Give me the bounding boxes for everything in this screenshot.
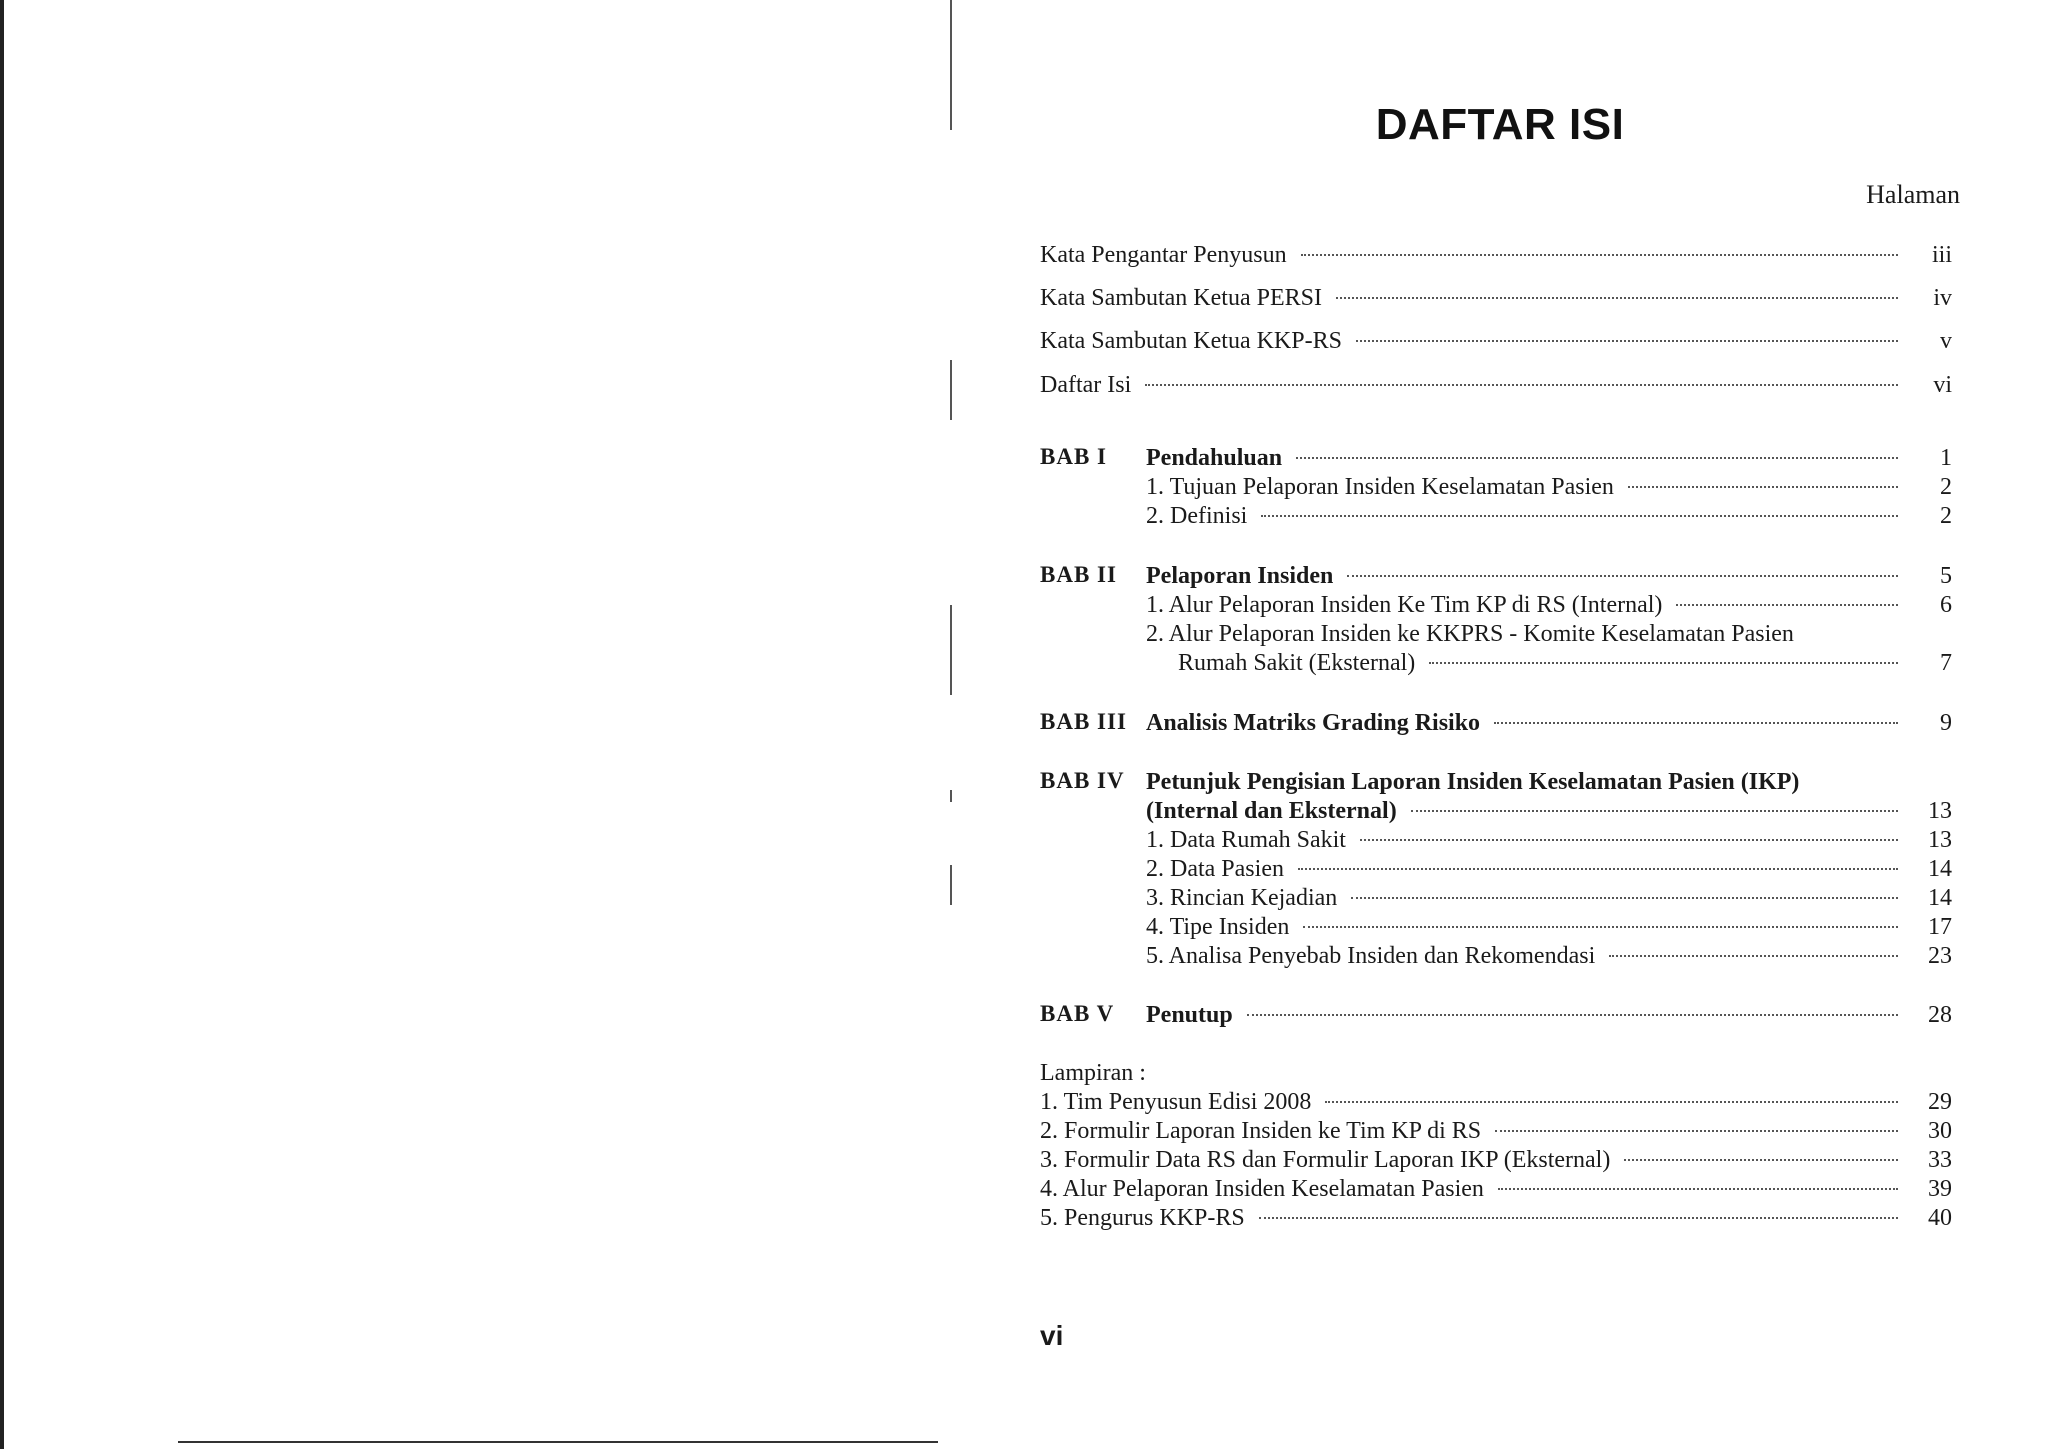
toc-entry <box>1146 912 1952 942</box>
toc-page-number: 29 <box>1928 1089 1952 1115</box>
page-title: DAFTAR ISI <box>1375 100 1625 149</box>
dot-leader <box>1624 1159 1898 1161</box>
dot-leader <box>1628 486 1898 488</box>
page-number: vi <box>1040 1320 1064 1351</box>
toc-entry <box>1146 883 1952 913</box>
halaman-label: Halaman <box>1866 180 1960 209</box>
toc-entry <box>1178 648 1952 678</box>
toc-label: 3. Formulir Data RS dan Formulir Laporan IKP (Eksternal) <box>1040 1147 1611 1173</box>
toc-label: 2. Definisi <box>1146 503 1248 529</box>
chapter-label: BAB II <box>1040 562 1117 587</box>
lampiran-entry <box>1040 1116 1952 1146</box>
chapter-entry <box>1146 796 1952 826</box>
toc-page-number: 14 <box>1928 856 1952 882</box>
chapter-title: Analisis Matriks Grading Risiko <box>1146 710 1481 736</box>
toc-entry <box>1146 501 1952 531</box>
toc-entry <box>1146 825 1952 855</box>
dot-leader <box>1351 897 1898 899</box>
dot-leader <box>1347 575 1898 577</box>
lampiran-entry <box>1040 1174 1952 1204</box>
chapter-entry <box>1146 708 1952 738</box>
toc-page-number: vi <box>1933 372 1952 398</box>
gutter-line-3 <box>950 605 952 695</box>
toc-page-number: 39 <box>1928 1176 1952 1202</box>
toc-label: Kata Sambutan Ketua PERSI <box>1040 285 1322 311</box>
chapter-label: BAB III <box>1040 709 1127 734</box>
dot-leader <box>1301 254 1898 256</box>
toc-page-number: 1 <box>1940 445 1952 471</box>
gutter-line-1 <box>950 0 952 130</box>
toc-label-continued: Rumah Sakit (Eksternal) <box>1178 650 1416 676</box>
toc-page-number: 23 <box>1928 943 1952 969</box>
dot-leader <box>1360 839 1898 841</box>
chapter-title-continued: (Internal dan Eksternal) <box>1146 798 1397 824</box>
dot-leader <box>1261 515 1898 517</box>
toc-page-number: 40 <box>1928 1205 1952 1231</box>
dot-leader <box>1498 1188 1898 1190</box>
dot-leader <box>1296 457 1898 459</box>
toc-entry <box>1040 240 1952 270</box>
toc-entry <box>1146 854 1952 884</box>
toc-label: 1. Tim Penyusun Edisi 2008 <box>1040 1089 1312 1115</box>
toc-label: 1. Alur Pelaporan Insiden Ke Tim KP di RS (Internal) <box>1146 592 1663 618</box>
toc-page-number: 2 <box>1940 474 1952 500</box>
dot-leader <box>1145 384 1898 386</box>
dot-leader <box>1259 1217 1898 1219</box>
gutter-line-5 <box>950 865 952 905</box>
toc-label: 5. Pengurus KKP-RS <box>1040 1205 1245 1231</box>
dot-leader <box>1303 926 1898 928</box>
toc-entry <box>1146 590 1952 620</box>
toc-label: 5. Analisa Penyebab Insiden dan Rekomendasi <box>1146 943 1596 969</box>
toc-label: Daftar Isi <box>1040 372 1132 398</box>
chapter-title: Penutup <box>1146 1002 1233 1028</box>
toc-entry <box>1040 283 1952 313</box>
toc-entry <box>1146 941 1952 971</box>
lampiran-entry <box>1040 1145 1952 1175</box>
toc-page-number: 2 <box>1940 503 1952 529</box>
dot-leader <box>1411 810 1898 812</box>
toc-entry <box>1040 326 1952 356</box>
toc-label: Kata Pengantar Penyusun <box>1040 242 1287 268</box>
toc-page-number: iii <box>1931 242 1952 268</box>
dot-leader <box>1676 604 1898 606</box>
gutter-line-2 <box>950 360 952 420</box>
lampiran-entry <box>1040 1203 1952 1233</box>
toc-page-number: 6 <box>1940 592 1952 618</box>
toc-entry <box>1040 370 1952 400</box>
toc-entry <box>1146 472 1952 502</box>
dot-leader <box>1429 662 1898 664</box>
chapter-label: BAB V <box>1040 1001 1115 1026</box>
toc-label: 1. Tujuan Pelaporan Insiden Keselamatan Pasien <box>1146 474 1614 500</box>
chapter-entry <box>1146 1000 1952 1030</box>
toc-page-number: 13 <box>1928 798 1952 824</box>
toc-page-number: 7 <box>1940 650 1952 676</box>
toc-page-number: 13 <box>1928 827 1952 853</box>
toc-page-number: 5 <box>1940 563 1952 589</box>
toc-page-number: 33 <box>1928 1147 1952 1173</box>
toc-page-number: 30 <box>1928 1118 1952 1144</box>
chapter-entry <box>1146 443 1952 473</box>
toc-page-number: 28 <box>1928 1002 1952 1028</box>
toc-page-number: 9 <box>1940 710 1952 736</box>
dot-leader <box>1356 340 1898 342</box>
toc-page <box>1040 0 1960 1449</box>
chapter-label: BAB IV <box>1040 768 1125 793</box>
toc-page-number: 17 <box>1928 914 1952 940</box>
dot-leader <box>1494 722 1898 724</box>
chapter-title: Petunjuk Pengisian Laporan Insiden Keselamatan Pasien (IKP) <box>1146 769 1800 795</box>
chapter-title: Pendahuluan <box>1146 445 1283 471</box>
dot-leader <box>1495 1130 1898 1132</box>
toc-label: Kata Sambutan Ketua KKP-RS <box>1040 328 1342 354</box>
toc-page-number: iv <box>1933 285 1952 311</box>
toc-label: 3. Rincian Kejadian <box>1146 885 1338 911</box>
dot-leader <box>1298 868 1898 870</box>
toc-label: 2. Data Pasien <box>1146 856 1284 882</box>
scan-bottom-line <box>178 1441 938 1443</box>
toc-label: 2. Alur Pelaporan Insiden ke KKPRS - Komite Keselamatan Pasien <box>1146 621 1794 647</box>
toc-label: 4. Tipe Insiden <box>1146 914 1290 940</box>
dot-leader <box>1247 1014 1898 1016</box>
toc-page-number: v <box>1940 328 1952 354</box>
toc-label: 4. Alur Pelaporan Insiden Keselamatan Pasien <box>1040 1176 1484 1202</box>
chapter-title: Pelaporan Insiden <box>1146 563 1334 589</box>
lampiran-heading: Lampiran : <box>1040 1060 1146 1086</box>
lampiran-entry <box>1040 1087 1952 1117</box>
dot-leader <box>1609 955 1898 957</box>
gutter-line-4 <box>950 790 952 802</box>
toc-label: 1. Data Rumah Sakit <box>1146 827 1346 853</box>
toc-label: 2. Formulir Laporan Insiden ke Tim KP di RS <box>1040 1118 1482 1144</box>
chapter-entry <box>1146 561 1952 591</box>
dot-leader <box>1336 297 1898 299</box>
toc-page-number: 14 <box>1928 885 1952 911</box>
chapter-label: BAB I <box>1040 444 1107 469</box>
scan-left-edge <box>0 0 4 1449</box>
dot-leader <box>1325 1101 1898 1103</box>
